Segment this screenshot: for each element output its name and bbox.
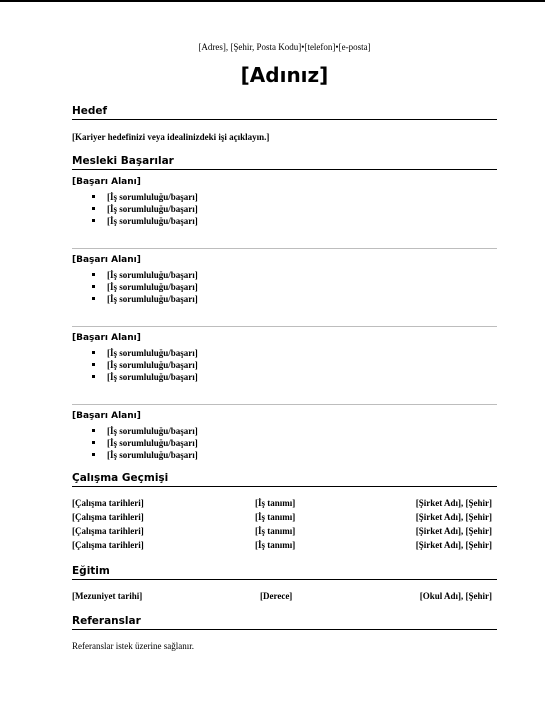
job-title[interactable]: [İş tanımı] [255,526,296,536]
achievement-area-title[interactable]: [Başarı Alanı] [72,177,141,187]
achievement-item[interactable]: [İş sorumluluğu/başarı] [92,203,198,215]
work-history-heading: Çalışma Geçmişi [72,472,497,487]
contact-info[interactable]: [Adres], [Şehir, Posta Kodu]•[telefon]•[e-posta] [198,42,371,52]
achievement-item[interactable]: [İş sorumluluğu/başarı] [92,293,198,305]
work-row [72,512,497,526]
job-title[interactable]: [İş tanımı] [255,540,296,550]
company-city[interactable]: [Şirket Adı], [Şehir] [415,540,492,550]
work-dates[interactable]: [Çalışma tarihleri] [72,526,144,536]
achievement-item[interactable]: [İş sorumluluğu/başarı] [92,437,198,449]
achievement-item[interactable]: [İş sorumluluğu/başarı] [92,371,198,383]
objective-heading: Hedef [72,105,497,120]
company-city[interactable]: [Şirket Adı], [Şehir] [415,512,492,522]
company-city[interactable]: [Şirket Adı], [Şehir] [415,526,492,536]
top-border-line [0,0,545,2]
achievement-item[interactable]: [İş sorumluluğu/başarı] [92,449,198,461]
job-title[interactable]: [İş tanımı] [255,512,296,522]
job-title[interactable]: [İş tanımı] [255,498,296,508]
achievement-item[interactable]: [İş sorumluluğu/başarı] [92,425,198,437]
references-text[interactable]: Referanslar istek üzerine sağlanır. [72,641,194,651]
work-dates[interactable]: [Çalışma tarihleri] [72,512,144,522]
achievement-item[interactable]: [İş sorumluluğu/başarı] [92,269,198,281]
achievement-item[interactable]: [İş sorumluluğu/başarı] [92,281,198,293]
group-divider [72,248,497,249]
achievement-item[interactable]: [İş sorumluluğu/başarı] [92,347,198,359]
education-heading: Eğitim [72,565,497,580]
achievement-item[interactable]: [İş sorumluluğu/başarı] [92,359,198,371]
name-heading[interactable]: [Adınız] [240,63,329,87]
achievement-list [92,191,198,227]
work-dates[interactable]: [Çalışma tarihleri] [72,540,144,550]
achievement-area-title[interactable]: [Başarı Alanı] [72,255,141,265]
achievement-list [92,347,198,383]
achievement-area-title[interactable]: [Başarı Alanı] [72,411,141,421]
degree[interactable]: [Derece] [260,591,293,601]
education-row [72,591,497,605]
group-divider [72,326,497,327]
graduation-date[interactable]: [Mezuniyet tarihi] [72,591,143,601]
objective-text[interactable]: [Kariyer hedefinizi veya idealinizdeki işi açıklayın.] [72,132,270,142]
company-city[interactable]: [Şirket Adı], [Şehir] [415,498,492,508]
group-divider [72,404,497,405]
work-row [72,526,497,540]
achievement-list [92,269,198,305]
work-row [72,498,497,512]
achievement-item[interactable]: [İş sorumluluğu/başarı] [92,191,198,203]
references-heading: Referanslar [72,615,497,630]
achievements-heading: Mesleki Başarılar [72,155,497,170]
work-row [72,540,497,554]
achievement-list [92,425,198,461]
school-city[interactable]: [Okul Adı], [Şehir] [419,591,492,601]
achievement-area-title[interactable]: [Başarı Alanı] [72,333,141,343]
work-dates[interactable]: [Çalışma tarihleri] [72,498,144,508]
achievement-item[interactable]: [İş sorumluluğu/başarı] [92,215,198,227]
